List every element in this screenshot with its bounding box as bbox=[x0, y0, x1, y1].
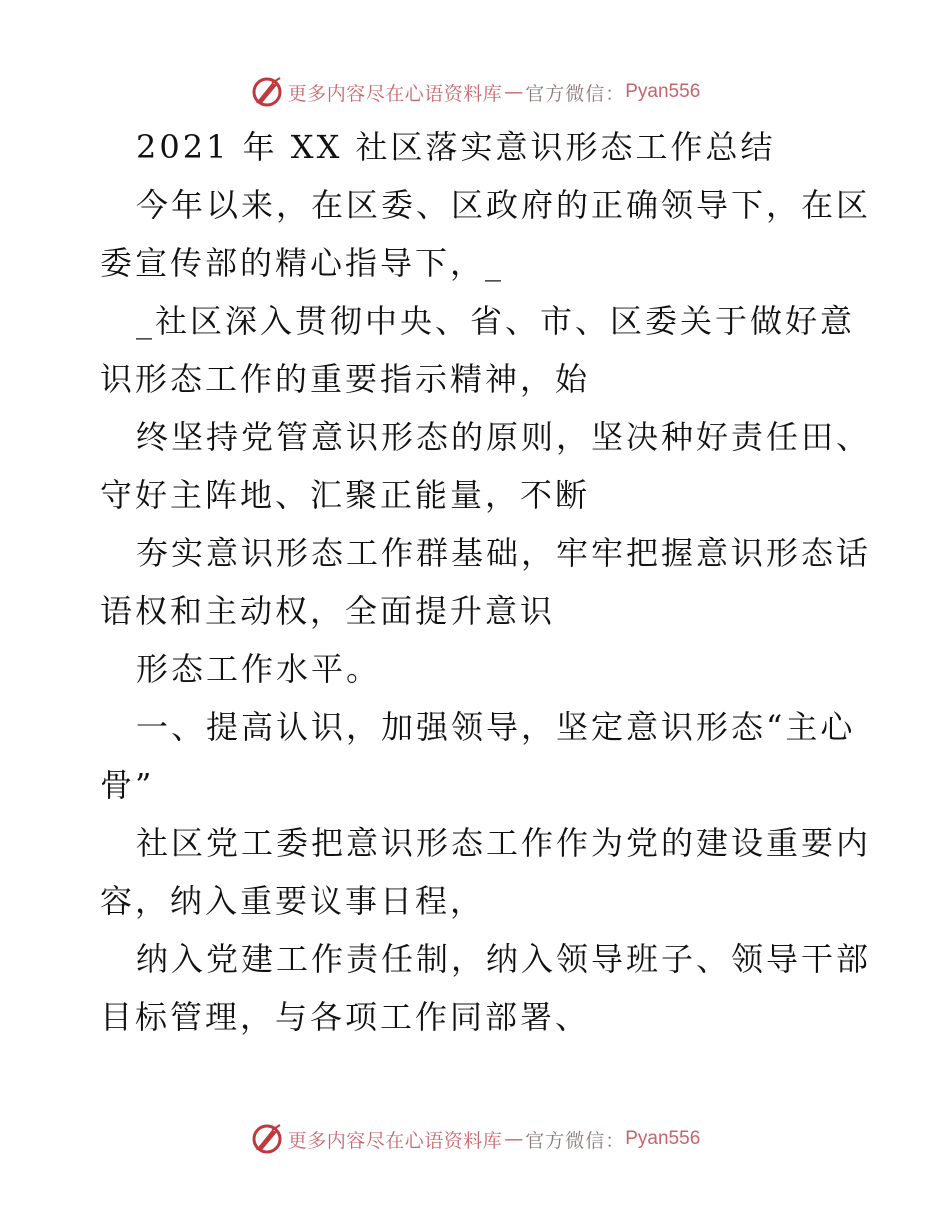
watermark-wechat-id: Pyan556 bbox=[625, 1128, 701, 1149]
paragraph-line: 目标管理，与各项工作同部署、 bbox=[100, 998, 591, 1036]
paragraph-line: 今年以来，在区委、区政府的正确领导下，在区 bbox=[136, 186, 872, 224]
paragraph-line: 纳入党建工作责任制，纳入领导班子、领导干部 bbox=[136, 940, 872, 978]
paragraph-line: 容，纳入重要议事日程， bbox=[100, 882, 486, 920]
paragraph-line: 社区党工委把意识形态工作作为党的建设重要内 bbox=[136, 824, 872, 862]
paragraph-line: 语权和主动权，全面提升意识 bbox=[100, 592, 556, 630]
document-title: 2021 年 XX 社区落实意识形态工作总结 bbox=[136, 128, 776, 166]
watermark-dash: — bbox=[504, 1128, 524, 1150]
paragraph-line: 识形态工作的重要指示精神，始 bbox=[100, 360, 591, 398]
watermark-dash: — bbox=[504, 81, 524, 103]
paragraph-line: 守好主阵地、汇聚正能量，不断 bbox=[100, 476, 591, 514]
quill-pen-seal-icon bbox=[250, 75, 284, 109]
watermark-wechat-id: Pyan556 bbox=[625, 81, 701, 102]
quill-pen-seal-icon bbox=[250, 1122, 284, 1156]
watermark-text: 更多内容尽在心语资料库 bbox=[287, 82, 503, 105]
header-watermark bbox=[0, 72, 950, 112]
document-body bbox=[100, 118, 872, 1046]
paragraph-line: 终坚持党管意识形态的原则，坚决种好责任田、 bbox=[136, 418, 872, 456]
watermark-wechat-label: 官方微信： bbox=[525, 82, 626, 105]
paragraph-line: 形态工作水平。 bbox=[136, 650, 382, 688]
watermark-text: 更多内容尽在心语资料库 bbox=[287, 1129, 503, 1152]
paragraph-line: 夯实意识形态工作群基础，牢牢把握意识形态话 bbox=[136, 534, 872, 572]
footer-watermark bbox=[0, 1119, 950, 1159]
paragraph-line: 委宣传部的精心指导下，_ bbox=[100, 244, 505, 282]
paragraph-line: _社区深入贯彻中央、省、市、区委关于做好意 bbox=[136, 302, 856, 340]
section-heading-continued: 骨” bbox=[100, 766, 155, 804]
section-heading: 一、提高认识，加强领导，坚定意识形态“主心 bbox=[136, 708, 856, 746]
watermark-wechat-label: 官方微信： bbox=[525, 1129, 626, 1152]
